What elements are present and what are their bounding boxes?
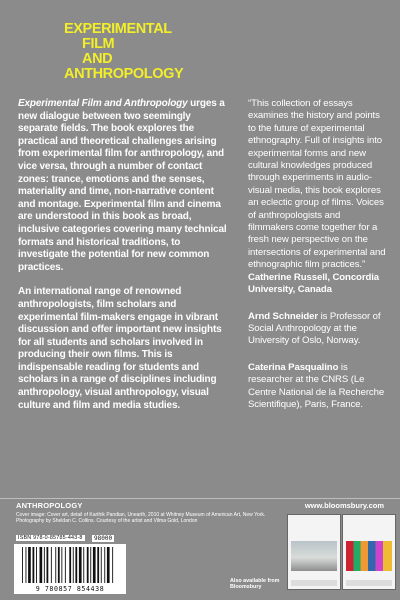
title-line: FILM bbox=[82, 36, 115, 52]
blurb-paragraph-1 bbox=[18, 98, 230, 274]
barcode-bars bbox=[14, 544, 126, 586]
isbn-label: ISBN 978-0-85785-443-8 bbox=[18, 535, 83, 541]
barcode-bar bbox=[87, 547, 89, 583]
barcode-bar bbox=[90, 547, 91, 583]
title-line: EXPERIMENTAL bbox=[64, 21, 172, 37]
thumbnail-footer bbox=[291, 580, 337, 586]
publisher-website[interactable]: www.bloomsbury.com bbox=[304, 501, 384, 510]
barcode-bar bbox=[55, 547, 56, 583]
barcode-bar bbox=[47, 547, 49, 583]
thumbnail-image bbox=[346, 541, 392, 571]
barcode-bar bbox=[51, 547, 52, 583]
author-name: Caterina Pasqualino bbox=[248, 361, 339, 373]
barcode-bar bbox=[65, 547, 66, 583]
book-title bbox=[64, 22, 264, 82]
barcode-bar bbox=[104, 547, 105, 583]
barcode-bar bbox=[75, 547, 77, 583]
barcode-bar bbox=[97, 547, 99, 583]
barcode-bar bbox=[69, 547, 71, 583]
barcode-bar bbox=[28, 547, 31, 583]
barcode-bar bbox=[107, 547, 110, 583]
barcode-bar bbox=[40, 547, 43, 583]
barcode-bar bbox=[33, 547, 35, 583]
footer-divider bbox=[0, 498, 400, 499]
thumbnail-footer bbox=[346, 580, 392, 586]
related-book-thumbnail[interactable] bbox=[342, 514, 396, 590]
endorsement-credit: Catherine Russell, Concordia University, Canada bbox=[248, 271, 380, 296]
author-bio bbox=[248, 311, 388, 348]
barcode-bar bbox=[61, 547, 62, 583]
related-book-thumbnail[interactable] bbox=[287, 514, 341, 590]
title-line: AND bbox=[82, 51, 113, 67]
barcode-bar bbox=[83, 547, 84, 583]
cover-image-credits: Cover image: Cover art, detail of Karthik Pandian, Unearth, 2010 at Whitney Museum of American Art, New York. Photography by Sheldan C. Collins. Courtesy of the artist and Vilma Gold, London bbox=[16, 512, 266, 525]
author-bio-text: is researcher at the CNRS (Le Centre National de la Recherche Scientifique), Paris, France. bbox=[248, 361, 385, 410]
blurb-book-title: Experimental Film and Anthropology bbox=[18, 98, 188, 109]
side-column bbox=[248, 98, 388, 425]
barcode-bar bbox=[22, 547, 23, 583]
thumbnail-image bbox=[291, 541, 337, 571]
barcode-bar bbox=[73, 547, 74, 583]
author-bio bbox=[248, 362, 388, 412]
barcode-bar bbox=[36, 547, 37, 583]
barcode-bar bbox=[93, 547, 96, 583]
also-available-label: Also available from Bloomsbury bbox=[230, 578, 280, 591]
endorsement bbox=[248, 98, 388, 297]
barcode-bar bbox=[101, 547, 102, 583]
barcode-bar bbox=[44, 547, 45, 583]
blurb-text-1: urges a new dialogue between two seemingly separate fields. The book explores the practical and theoretical challenges arising from experimental film for anthropology, and vice versa, through a number of contact zones: trance, emotions and the senses, materiality and time, non-narrative content and montage. Experimental film and cinema are understood in this book as broad, inclusive categories covering many technical formats and historical traditions, to investigate the potential for new common practices. bbox=[18, 98, 227, 273]
endorsement-quote: “This collection of essays examines the history and points to the future of experimental ethnography. Full of insights into experimental forms and new cultural knowledges produced through experiments in audio-visual media, this book explores an eclectic group of films. Voices of anthropologists and filmmakers come together for a fresh new perspective on the intersections of experimental and ethnographic film practices.” bbox=[248, 98, 386, 271]
price-code: 98000 bbox=[94, 535, 113, 542]
barcode-digits: 9 780857 854438 bbox=[35, 585, 105, 593]
barcode-bar bbox=[112, 547, 113, 583]
blurb bbox=[18, 98, 230, 424]
author-bio-text: is Professor of Social Anthropology at the University of Oslo, Norway. bbox=[248, 310, 381, 347]
barcode bbox=[14, 544, 126, 594]
barcode-bar bbox=[79, 547, 82, 583]
title-line: ANTHROPOLOGY bbox=[64, 66, 184, 82]
blurb-paragraph-2: An international range of renowned anthropologists, film scholars and experimental film-makers engage in vibrant discussion and offer important new insights for all students and scholars involved in producing their own films. This is indispensable reading for students and scholars in a range of disciplines including anthropology, visual anthropology, visual culture and film and media studies. bbox=[18, 286, 222, 411]
subject-category: ANTHROPOLOGY bbox=[16, 501, 83, 510]
barcode-bar bbox=[58, 547, 60, 583]
barcode-bar bbox=[26, 547, 27, 583]
author-name: Arnd Schneider bbox=[248, 310, 319, 322]
